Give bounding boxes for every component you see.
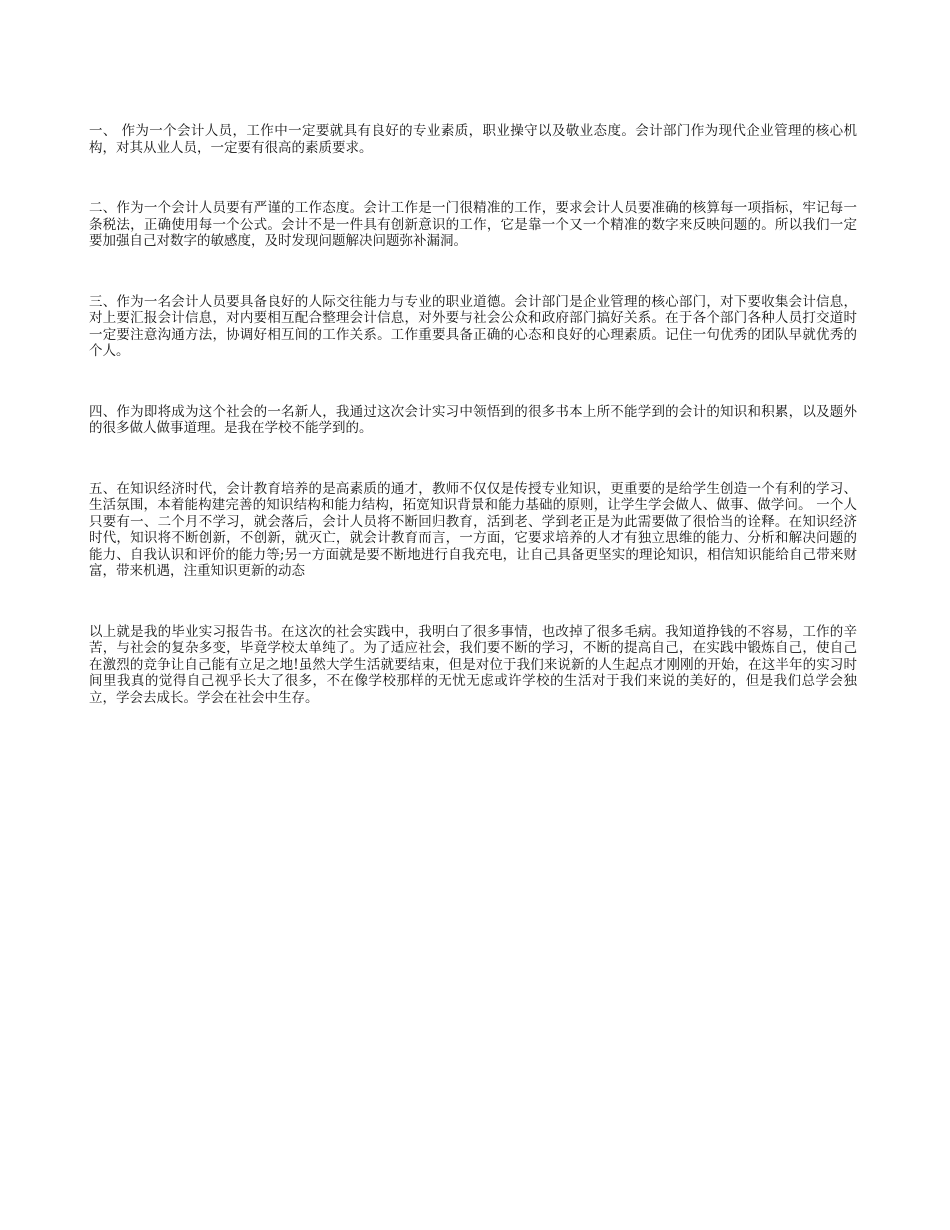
document-body (89, 123, 857, 706)
paragraph-3: 三、作为一名会计人员要具备良好的人际交往能力与专业的职业道德。会计部门是企业管理的核心部门，对下要收集会计信息，对上要汇报会计信息，对内要相互配合整理会计信息，对外要与社会公众和政府部门搞好关系。在于各个部门各种人员打交道时一定要注意沟通方法，协调好相互间的工作关系。工作重要具备正确的心态和良好的心理素质。记住一句优秀的团队早就优秀的个人。 (89, 293, 857, 359)
paragraph-2: 二、作为一个会计人员要有严谨的工作态度。会计工作是一门很精准的工作，要求会计人员要准确的核算每一项指标，牢记每一条税法，正确使用每一个公式。会计不是一件具有创新意识的工作，它是靠一个又一个精准的数字来反映问题的。所以我们一定要加强自己对数字的敏感度，及时发现问题解决问题弥补漏洞。 (89, 200, 857, 249)
paragraph-6: 以上就是我的毕业实习报告书。在这次的社会实践中，我明白了很多事情，也改掉了很多毛病。我知道挣钱的不容易，工作的辛苦，与社会的复杂多变，毕竟学校太单纯了。为了适应社会，我们要不断的学习，不断的提高自己，在实践中锻炼自己，使自己在激烈的竞争让自己能有立足之地!虽然大学生活就要结束，但是对位于我们来说新的人生起点才刚刚的开始，在这半年的实习时间里我真的觉得自己视乎长大了很多，不在像学校那样的无忧无虑或许学校的生活对于我们来说的美好的，但是我们总学会独立，学会去成长。学会在社会中生存。 (89, 623, 857, 706)
paragraph-4: 四、作为即将成为这个社会的一名新人，我通过这次会计实习中领悟到的很多书本上所不能学到的会计的知识和积累，以及题外的很多做人做事道理。是我在学校不能学到的。 (89, 403, 857, 436)
paragraph-1: 一、 作为一个会计人员，工作中一定要就具有良好的专业素质，职业操守以及敬业态度。会计部门作为现代企业管理的核心机构，对其从业人员，一定要有很高的素质要求。 (89, 123, 857, 156)
paragraph-5: 五、在知识经济时代，会计教育培养的是高素质的通才，教师不仅仅是传授专业知识，更重要的是给学生创造一个有利的学习、生活氛围，本着能构建完善的知识结构和能力结构，拓宽知识背景和能力基础的原则，让学生学会做人、做事、做学问。 一个人只要有一、二个月不学习，就会落后，会计人员将不断回归教育，活到老、学到老正是为此需要做了很恰当的诠释。在知识经济时代，知识将不断创新，不创新，就灭亡，就会计教育而言，一方面，它要求培养的人才有独立思维的能力、分析和解决问题的能力、自我认识和评价的能力等;另一方面就是要不断地进行自我充电，让自己具备更坚实的理论知识，相信知识能给自己带来财富，带来机遇，注重知识更新的动态 (89, 480, 857, 579)
